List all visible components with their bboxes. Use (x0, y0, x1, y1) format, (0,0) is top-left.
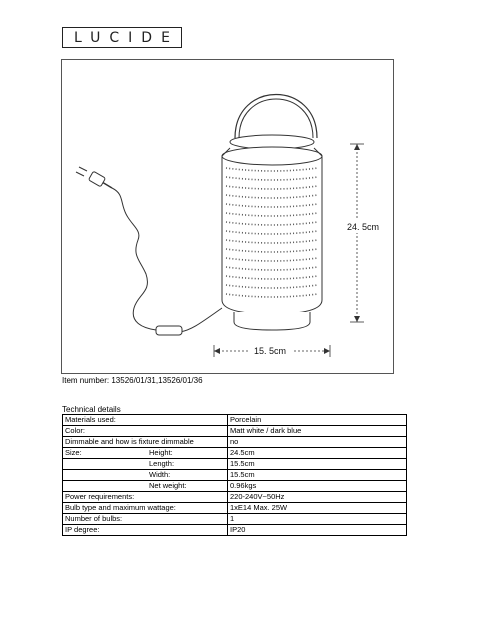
height-dimension-label: 24. 5cm (347, 222, 380, 232)
spec-label-cell (63, 525, 228, 536)
spec-row (63, 503, 407, 514)
spec-label-cell (63, 437, 228, 448)
spec-value: 15.5cm (228, 470, 407, 481)
logo-text: LUCIDE (74, 29, 179, 46)
spec-value: 24.5cm (228, 448, 407, 459)
spec-value: Matt white / dark blue (228, 426, 407, 437)
spec-label (65, 470, 149, 480)
spec-row (63, 481, 407, 492)
spec-row (63, 525, 407, 536)
spec-label-cell (63, 514, 228, 525)
spec-row (63, 492, 407, 503)
spec-row (63, 470, 407, 481)
spec-value: IP20 (228, 525, 407, 536)
spec-value: 220-240V~50Hz (228, 492, 407, 503)
spec-label-cell (63, 470, 228, 481)
spec-label: Power requirements: (65, 492, 135, 501)
spec-sublabel: Width: (149, 470, 171, 479)
specs-table (62, 414, 407, 536)
spec-row (63, 426, 407, 437)
spec-label: Bulb type and maximum wattage: (65, 503, 176, 512)
spec-label: Materials used: (65, 415, 116, 424)
spec-label: Number of bulbs: (65, 514, 123, 523)
spec-label-cell (63, 448, 228, 459)
spec-label: Dimmable and how is fixture dimmable (65, 437, 194, 446)
spec-label (65, 459, 149, 469)
lamp-illustration (62, 60, 395, 375)
spec-value: 1xE14 Max. 25W (228, 503, 407, 514)
spec-label-cell (63, 503, 228, 514)
spec-label: Color: (65, 426, 86, 435)
spec-value: 0.96kgs (228, 481, 407, 492)
lucide-logo (62, 27, 182, 48)
spec-sublabel: Length: (149, 459, 175, 468)
spec-row (63, 437, 407, 448)
spec-label-cell (63, 481, 228, 492)
spec-label-cell (63, 492, 228, 503)
spec-sublabel: Height: (149, 448, 173, 457)
spec-label: IP degree: (65, 525, 100, 534)
spec-label (65, 481, 149, 491)
spec-label-cell (63, 415, 228, 426)
spec-row (63, 415, 407, 426)
spec-value: 1 (228, 514, 407, 525)
width-dimension-label: 15. 5cm (254, 346, 287, 356)
spec-label-cell (63, 459, 228, 470)
product-drawing (61, 59, 394, 374)
spec-row (63, 459, 407, 470)
spec-value: 15.5cm (228, 459, 407, 470)
item-number: Item number: 13526/01/31,13526/01/36 (62, 376, 203, 385)
spec-label: Size: (65, 448, 82, 457)
spec-row (63, 514, 407, 525)
spec-value: Porcelain (228, 415, 407, 426)
spec-row (63, 448, 407, 459)
spec-value: no (228, 437, 407, 448)
technical-details-title: Technical details (62, 405, 121, 414)
spec-sublabel: Net weight: (149, 481, 187, 490)
spec-label-cell (63, 426, 228, 437)
